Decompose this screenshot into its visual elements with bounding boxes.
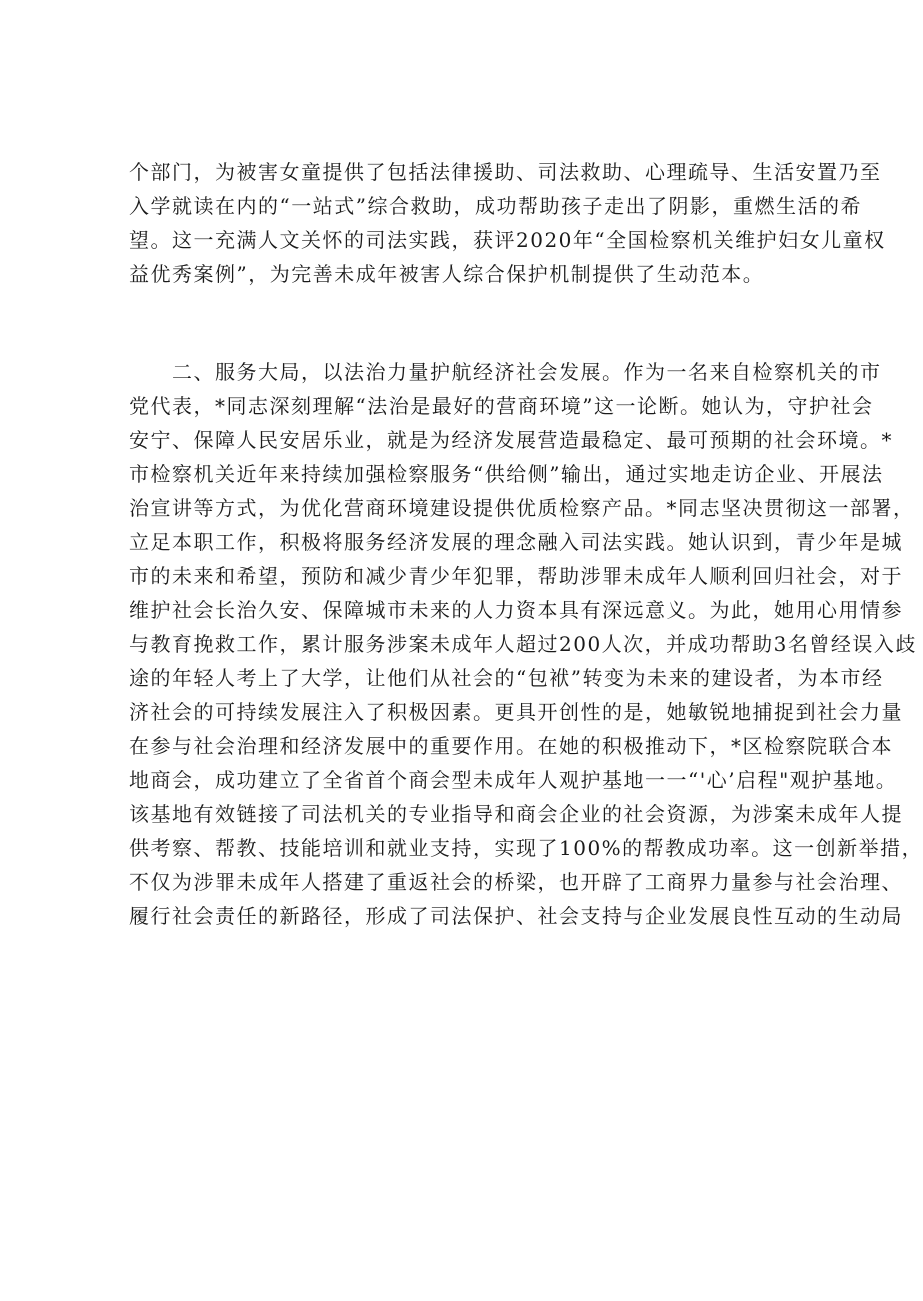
paragraph-line: 益优秀案例”，为完善未成年被害人综合保护机制提供了生动范本。 (129, 262, 765, 286)
paragraph-line: 供考察、帮教、技能培训和就业支持，实现了100%的帮教成功率。这一创新举措， (129, 836, 923, 860)
paragraph-line: 入学就读在内的“一站式”综合救助，成功帮助孩子走出了阴影，重燃生活的希 (129, 194, 862, 218)
paragraph-line: 治宣讲等方式，为优化营商环境建设提供优质检察产品。*同志坚决贯彻这一部署， (129, 496, 915, 520)
paragraph-line: 立足本职工作，积极将服务经济发展的理念融入司法实践。她认识到，青少年是城 (129, 530, 903, 554)
paragraph-line: 济社会的可持续发展注入了积极因素。更具开创性的是，她敏锐地捕捉到社会力量 (129, 700, 903, 724)
paragraph-line: 地商会，成功建立了全省首个商会型未成年人观护基地一一“'心’启程"观护基地。 (129, 768, 898, 792)
paragraph-line: 二、服务大局，以法治力量护航经济社会发展。作为一名来自检察机关的市 (129, 360, 882, 384)
paragraph-line: 市检察机关近年来持续加强检察服务“供给侧”输出，通过实地走访企业、开展法 (129, 462, 884, 486)
paragraph-line: 途的年轻人考上了大学，让他们从社会的“包袱”转变为未来的建设者，为本市经 (129, 666, 884, 690)
paragraph-line: 不仅为涉罪未成年人搭建了重返社会的桥梁，也开辟了工商界力量参与社会治理、 (129, 870, 903, 894)
paragraph-1 (129, 155, 886, 291)
paragraph-line: 党代表，*同志深刻理解“法治是最好的营商环境”这一论断。她认为，守护社会 (129, 394, 874, 418)
paragraph-line: 市的未来和希望，预防和减少青少年犯罪，帮助涉罪未成年人顺利回归社会，对于 (129, 564, 903, 588)
paragraph-line: 与教育挽救工作，累计服务涉案未成年人超过200人次，并成功帮助3名曾经误入歧 (129, 632, 917, 656)
paragraph-line: 个部门，为被害女童提供了包括法律援助、司法救助、心理疏导、生活安置乃至 (129, 160, 882, 184)
paragraph-line: 该基地有效链接了司法机关的专业指导和商会企业的社会资源，为涉案未成年人提 (129, 802, 903, 826)
paragraph-line: 在参与社会治理和经济发展中的重要作用。在她的积极推动下，*区检察院联合本 (129, 734, 893, 758)
paragraph-2 (129, 355, 923, 933)
paragraph-line: 维护社会长治久安、保障城市未来的人力资本具有深远意义。为此，她用心用情参 (129, 598, 903, 622)
paragraph-line: 履行社会责任的新路径，形成了司法保护、社会支持与企业发展良性互动的生动局 (129, 904, 903, 928)
paragraph-line: 安宁、保障人民安居乐业，就是为经济发展营造最稳定、最可预期的社会环境。* (129, 428, 893, 452)
paragraph-line: 望。这一充满人文关怀的司法实践，获评2020年“全国检察机关维护妇女儿童权 (129, 228, 886, 252)
